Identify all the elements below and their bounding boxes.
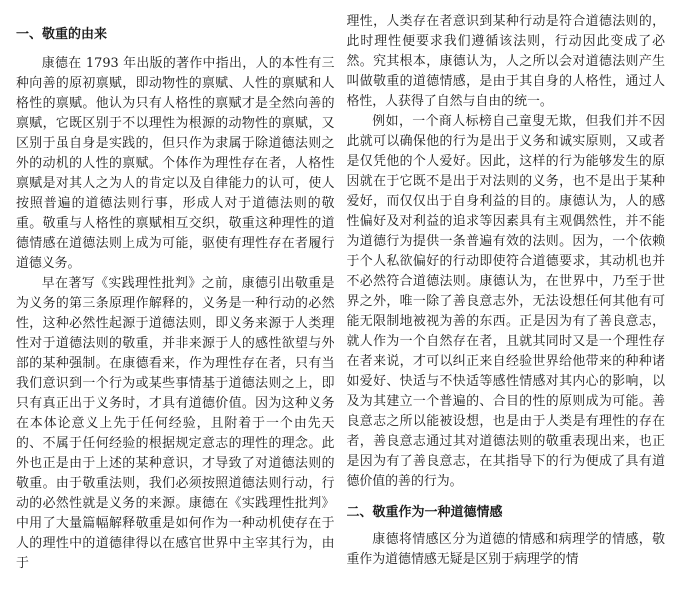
paragraph-continuation: 理性，人类存在者意识到某种行动是符合道德法则的，此时理性便要求我们遵循该法则，行动因此变成了必然。究其根本，康德认为，人之所以会对道德法则产生叫做敬重的道德情感，是由于其自身的人格性，通过人格性，人获得了自然与自由的统一。 (346, 14, 665, 109)
paragraph-moral-feeling: 康德将情感区分为道德的情感和病理学的情感，敬重作为道德情感无疑是区别于病理学的情 (346, 532, 665, 567)
paragraph-merchant-example: 例如，一个商人标榜自己童叟无欺，但我们并不因此就可以确保他的行为是出于义务和诚实原则，又或者是仅凭他的个人爱好。因此，这样的行为能够发生的原因就在于它既不是出于对法则的义务，也不是出于某种爱好，而仅仅出于自身利益的目的。康德认为，人的感性偏好及对利益的追求等因素具有主观偶然性，并不能为道德行为提供一条普遍有效的法则。因为，一个依赖于个人私欲偏好的行动即使符合道德要求，其动机也并不必然符合道德法则。康德认为，在世界中，乃至于世界之外，唯一除了善良意志外，无法设想任何其他有可能无限制地被视为善的东西。正是因为有了善良意志，就人作为一个自然存在者，且就其同时又是一个理性存在者来说，才可以纠正来自经验世界给他带来的种种诸如爱好、快适与不快适等感性情感对其内心的影响，以及为其建立一个普遍的、合目的性的原则成为可能。善良意志之所以能被设想，也是由于人类是有理性的存在者，善良意志通过其对道德法则的敬重表现出来，也正是因为有了善良意志，在其指导下的行为便成了具有道德价值的善的行为。 (346, 114, 665, 489)
right-column (347, 12, 666, 596)
paragraph-duty-and-respect: 早在著写《实践理性批判》之前，康德引出敬重是为义务的第三条原理作解释的，义务是一种行动的必然性，这种必然性起源于道德法则，即义务来源于人类理性对于道德法则的敬重，并非来源于人的感性欲望与外部的某种强制。在康德看来，作为理性存在者，只有当我们意识到一个行为或某些事情基于道德法则之上，即只有真正出于义务时，才具有道德价值。因为这种义务在本体论意义上先于任何经验，且附着于一个由先天的、不属于任何经验的根据规定意志的理性的理念。此外也正是由于上述的某种意识，才导致了对道德法则的敬重。由于敬重法则，我们必须按照道德法则行动，行动的必然性就是义务的来源。康德在《实践理性批判》中用了大量篇幅解释敬重是如何作为一种动机使存在于人的理性中的道德律得以在感官世界中主宰其行为，由于 (16, 276, 335, 571)
left-column (16, 12, 335, 596)
section-heading-2: 二、敬重作为一种道德情感 (346, 505, 503, 520)
section-heading-1: 一、敬重的由来 (16, 27, 108, 42)
paragraph-origin-of-respect: 康德在 1793 年出版的著作中指出，人的本性有三种向善的原初禀赋，即动物性的禀赋、人性的禀赋和人格性的禀赋。他认为只有人格性的禀赋才是全然向善的禀赋，它既区别于不以理性为根源的动物性的禀赋，又区别于虽自身是实践的，但只作为隶属于除道德法则之外的动机的人性的禀赋。个体作为理性存在者，人格性禀赋是对其人之为人的肯定以及自律能力的认可，使人按照普遍的道德法则行事，形成人对于道德法则的敬重。敬重与人格性的禀赋相互交织，敬重这种理性的道德情感在道德法则上成为可能，驱使有理性存在者履行道德义务。 (16, 56, 335, 271)
